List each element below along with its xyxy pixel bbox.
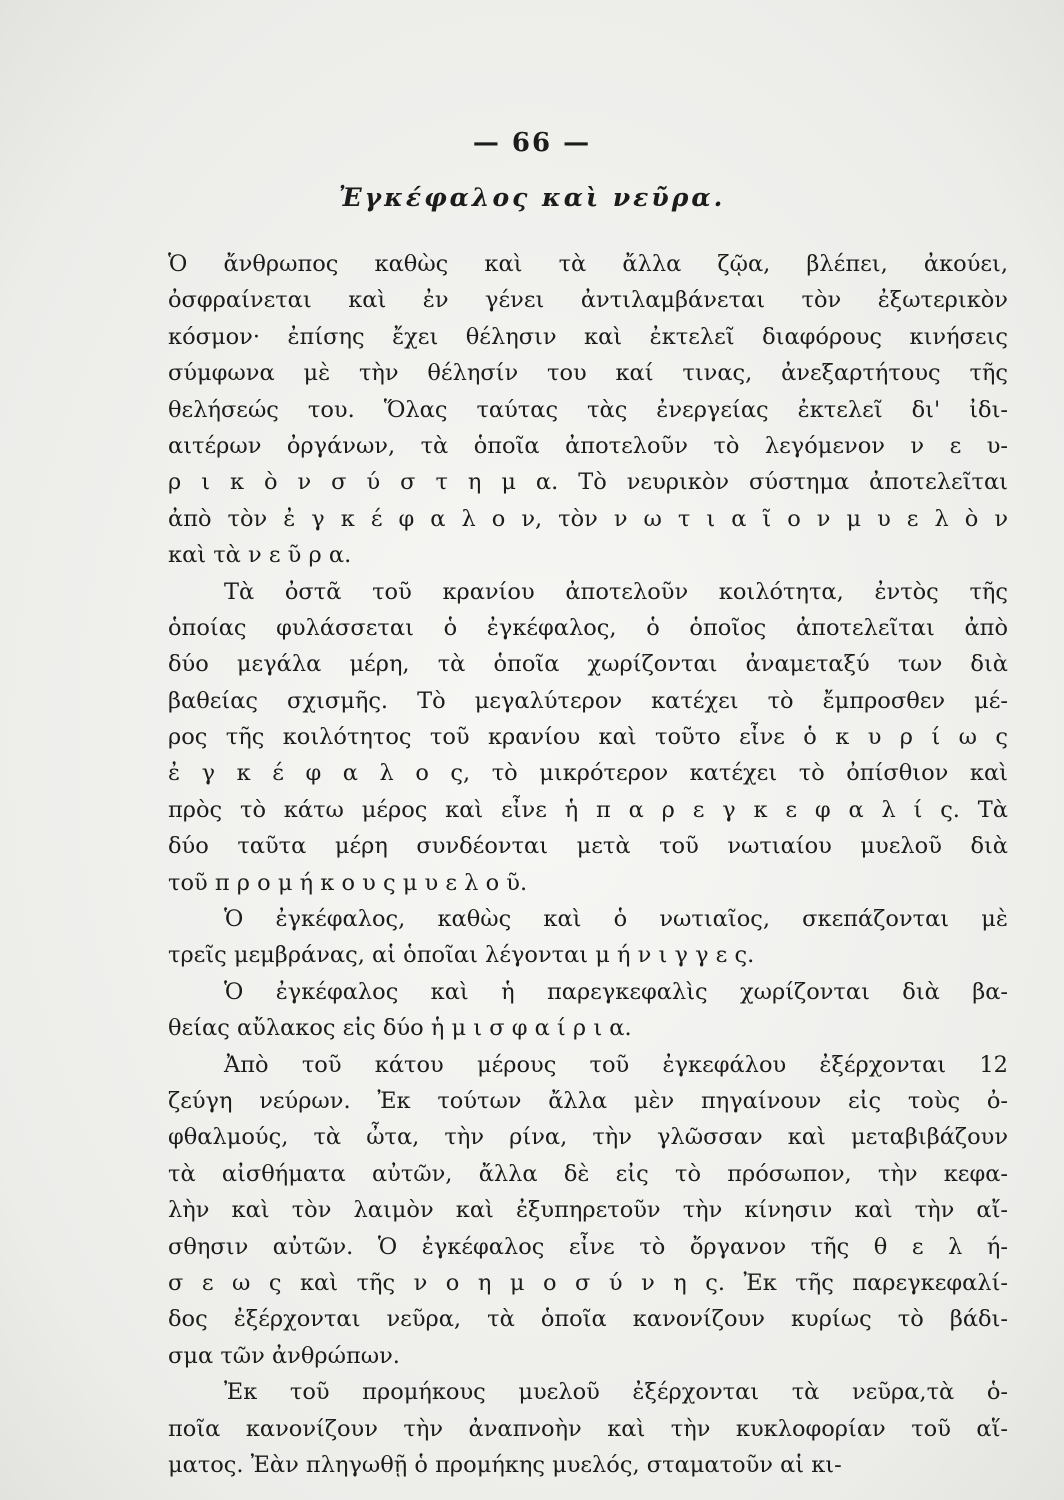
text-line: λὴν καὶ τὸν λαιμὸν καὶ ἐξυπηρετοῦν τὴν κίνησιν καὶ τὴν αἴ- <box>168 1197 1008 1224</box>
text-line: θελήσεώς του. Ὅλας ταύτας τὰς ἐνεργείας ἐκτελεῖ δι' ἰδι- <box>168 396 1008 423</box>
text-line: ἐ γ κ έ φ α λ ο ς, τὸ μικρότερον κατέχει τὸ ὀπίσθιον καὶ <box>168 760 1008 787</box>
text-line: ζεύγη νεύρων. Ἐκ τούτων ἄλλα μὲν πηγαίνουν εἰς τοὺς ὀ- <box>168 1087 1008 1114</box>
text-line: αιτέρων ὀργάνων, τὰ ὁποῖα ἀποτελοῦν τὸ λεγόμενον ν ε υ- <box>168 432 1008 459</box>
text-line: κόσμον· ἐπίσης ἔχει θέλησιν καὶ ἐκτελεῖ διαφόρους κινήσεις <box>168 323 1008 350</box>
text-line: τρεῖς μεμβράνας, αἱ ὁποῖαι λέγονται μ ή ν ι γ γ ε ς. <box>168 942 755 969</box>
text-line: δύο ταῦτα μέρη συνδέονται μετὰ τοῦ νωτιαίου μυελοῦ διὰ <box>168 833 1008 860</box>
body-text <box>168 246 1008 1483</box>
text-line: ὁποίας φυλάσσεται ὁ ἐγκέφαλος, ὁ ὁποῖος ἀποτελεῖται ἀπὸ <box>168 614 1008 641</box>
text-line: Ἐκ τοῦ προμήκους μυελοῦ ἐξέρχονται τὰ νεῦρα,τὰ ὁ- <box>224 1379 1008 1406</box>
text-line: ἀπὸ τὸν ἐ γ κ έ φ α λ ο ν, τὸν ν ω τ ι α ῖ ο ν μ υ ε λ ὸ ν <box>168 505 1008 532</box>
text-line: Τὰ ὀστᾶ τοῦ κρανίου ἀποτελοῦν κοιλότητα, ἐντὸς τῆς <box>224 578 1008 605</box>
text-line: τοῦ π ρ ο μ ή κ ο υ ς μ υ ε λ ο ῦ. <box>168 869 528 896</box>
text-line: πρὸς τὸ κάτω μέρος καὶ εἶνε ἡ π α ρ ε γ κ ε φ α λ ί ς. Τὰ <box>168 796 1008 823</box>
text-line: δύο μεγάλα μέρη, τὰ ὁποῖα χωρίζονται ἀναμεταξύ των διὰ <box>168 651 1008 678</box>
text-line: καὶ τὰ ν ε ῦ ρ α. <box>168 542 352 569</box>
section-heading: Ἐγκέφαλος καὶ νεῦρα. <box>338 183 726 212</box>
text-line: θείας αὔλακος εἰς δύο ἡ μ ι σ φ α ί ρ ι α. <box>168 1015 632 1042</box>
text-line: Ὁ ἐγκέφαλος, καθὼς καὶ ὁ νωτιαῖος, σκεπάζονται μὲ <box>224 906 1008 933</box>
text-line: Ἀπὸ τοῦ κάτου μέρους τοῦ ἐγκεφάλου ἐξέρχονται 12 <box>224 1051 1008 1078</box>
text-line: ματος. Ἐὰν πληγωθῇ ὁ προμήκης μυελός, σταματοῦν αἱ κι- <box>168 1451 842 1478</box>
text-line: σμα τῶν ἀνθρώπων. <box>168 1342 400 1369</box>
text-line: ὀσφραίνεται καὶ ἐν γένει ἀντιλαμβάνεται τὸν ἐξωτερικὸν <box>168 287 1008 314</box>
text-line: βαθείας σχισμῆς. Τὸ μεγαλύτερον κατέχει τὸ ἔμπροσθεν μέ- <box>168 687 1008 714</box>
text-line: σύμφωνα μὲ τὴν θέλησίν του καί τινας, ἀνεξαρτήτους τῆς <box>168 360 1008 387</box>
text-line: σ ε ω ς καὶ τῆς ν ο η μ ο σ ύ ν η ς. Ἐκ τῆς παρεγκεφαλί- <box>168 1269 1008 1296</box>
text-line: τὰ αἰσθήματα αὐτῶν, ἄλλα δὲ εἰς τὸ πρόσωπον, τὴν κεφα- <box>168 1160 1008 1187</box>
text-line: ρ ι κ ὸ ν σ ύ σ τ η μ α. Τὸ νευρικὸν σύστημα ἀποτελεῖται <box>168 469 1008 496</box>
text-line: δος ἐξέρχονται νεῦρα, τὰ ὁποῖα κανονίζουν κυρίως τὸ βάδι- <box>168 1306 1008 1333</box>
page-number: — 66 — <box>472 128 592 158</box>
text-line: Ὁ ἄνθρωπος καθὼς καὶ τὰ ἄλλα ζῷα, βλέπει, ἀκούει, <box>168 251 1008 277</box>
text-line: σθησιν αὐτῶν. Ὁ ἐγκέφαλος εἶνε τὸ ὄργανον τῆς θ ε λ ή- <box>168 1233 1008 1260</box>
text-line: ποῖα κανονίζουν τὴν ἀναπνοὴν καὶ τὴν κυκλοφορίαν τοῦ αἵ- <box>168 1415 1008 1442</box>
text-line: ρος τῆς κοιλότητος τοῦ κρανίου καὶ τοῦτο εἶνε ὁ κ υ ρ ί ω ς <box>168 724 1008 751</box>
text-line: φθαλμούς, τὰ ὦτα, τὴν ρίνα, τὴν γλῶσσαν καὶ μεταβιβάζουν <box>168 1124 1008 1151</box>
text-line: Ὁ ἐγκέφαλος καὶ ἡ παρεγκεφαλὶς χωρίζονται διὰ βα- <box>224 978 1008 1005</box>
